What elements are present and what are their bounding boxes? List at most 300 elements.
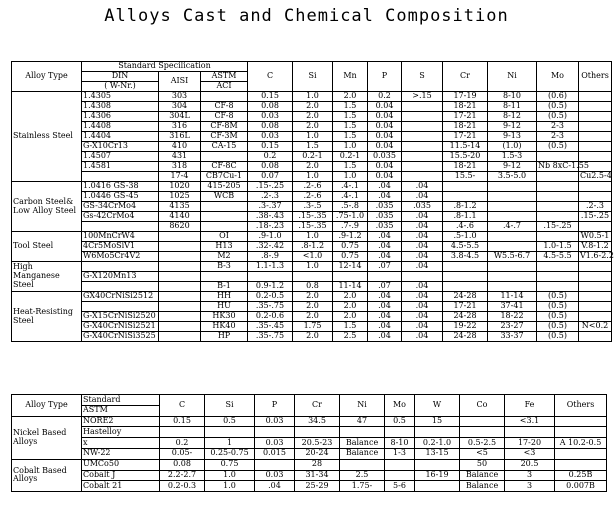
value-cell: .04 xyxy=(368,332,402,342)
value-cell: B-3 xyxy=(201,262,248,272)
others-header: Others xyxy=(579,62,612,92)
group-label-heat: Heat-Resisting Steel xyxy=(12,292,82,342)
table-row xyxy=(12,132,612,142)
grade-cell: G-X40CrNiSi2521 xyxy=(82,322,159,332)
value-cell: .9-1.2 xyxy=(333,232,368,242)
value-cell xyxy=(537,192,579,202)
alloy-type-header-2: Alloy Type xyxy=(12,395,82,417)
value-cell: 4.5-5.5 xyxy=(537,252,579,262)
value-cell: 17-21 xyxy=(443,112,488,122)
value-cell: 19-22 xyxy=(443,322,488,332)
group-label-manganese: High Manganese Steel xyxy=(12,262,82,292)
value-cell: CF-8 xyxy=(201,102,248,112)
table-row xyxy=(12,312,612,322)
value-cell xyxy=(579,302,612,312)
fe-header-2: Fe xyxy=(505,395,555,417)
value-cell: 0.03 xyxy=(255,438,295,449)
value-cell: .2-.3 xyxy=(579,202,612,212)
value-cell xyxy=(159,302,201,312)
value-cell: 410 xyxy=(159,142,201,152)
value-cell: 1.0 xyxy=(293,132,333,142)
value-cell: 8-12 xyxy=(488,112,537,122)
value-cell: 0.04 xyxy=(368,122,402,132)
composition-table-alloys xyxy=(11,394,607,492)
table-row xyxy=(12,162,612,172)
value-cell: 1.5 xyxy=(333,112,368,122)
astm-header-2: ASTM xyxy=(82,405,160,416)
value-cell: .035 xyxy=(402,202,443,212)
value-cell: .9-1.0 xyxy=(248,232,293,242)
value-cell: 17-4 xyxy=(159,172,201,182)
value-cell: >.15 xyxy=(402,92,443,102)
value-cell: M2 xyxy=(201,252,248,262)
value-cell: 316L xyxy=(159,132,201,142)
table2-body xyxy=(12,416,607,492)
value-cell: 23-27 xyxy=(488,322,537,332)
p-header: P xyxy=(368,62,402,92)
table-row xyxy=(12,459,607,470)
value-cell: 2-3 xyxy=(537,122,579,132)
value-cell: HP xyxy=(201,332,248,342)
value-cell: 0.007B xyxy=(555,481,607,492)
value-cell: 0.2-1 xyxy=(293,152,333,162)
value-cell: 1.5-3 xyxy=(488,152,537,162)
value-cell: 9-13 xyxy=(488,132,537,142)
value-cell: W5.5-6.7 xyxy=(488,252,537,262)
value-cell: A 10.2-0.5 xyxy=(555,438,607,449)
grade-cell: 1.4581 xyxy=(82,162,159,172)
value-cell: .04 xyxy=(368,252,402,262)
grade-cell: 1.0446 GS-45 xyxy=(82,192,159,202)
value-cell: 0.25B xyxy=(555,470,607,481)
value-cell: CF-8C xyxy=(201,162,248,172)
value-cell: 8-11 xyxy=(488,102,537,112)
value-cell: .3-.5 xyxy=(293,202,333,212)
value-cell xyxy=(579,292,612,302)
value-cell: 33-37 xyxy=(488,332,537,342)
value-cell: 2.0 xyxy=(333,302,368,312)
value-cell xyxy=(505,427,555,438)
value-cell: 0.08 xyxy=(248,162,293,172)
mo-header: Mo xyxy=(537,62,579,92)
value-cell: 0.2-1.0 xyxy=(415,438,460,449)
value-cell xyxy=(385,470,415,481)
value-cell: .4-.7 xyxy=(488,222,537,232)
value-cell: .15-.25 xyxy=(579,212,612,222)
value-cell: .04 xyxy=(255,481,295,492)
value-cell: (0.6) xyxy=(537,92,579,102)
mn-header: Mn xyxy=(333,62,368,92)
value-cell: 1.1-1.3 xyxy=(248,262,293,272)
value-cell: 11-14 xyxy=(333,282,368,292)
value-cell: B-1 xyxy=(201,282,248,292)
value-cell: 0.08 xyxy=(248,102,293,112)
value-cell: WCB xyxy=(201,192,248,202)
value-cell: Balance xyxy=(340,438,385,449)
value-cell xyxy=(537,232,579,242)
grade-cell: 1.4408 xyxy=(82,122,159,132)
value-cell: 8620 xyxy=(159,222,201,232)
table-row xyxy=(12,302,612,312)
value-cell: 15.5- xyxy=(443,172,488,182)
value-cell: 1.0 xyxy=(293,172,333,182)
value-cell xyxy=(488,262,537,272)
table-row xyxy=(12,282,612,292)
value-cell: 1020 xyxy=(159,182,201,192)
value-cell: (0.5) xyxy=(537,142,579,152)
value-cell: .04 xyxy=(368,302,402,312)
value-cell xyxy=(537,212,579,222)
value-cell: .04 xyxy=(402,322,443,332)
value-cell: 0.15 xyxy=(160,416,205,427)
value-cell: 431 xyxy=(159,152,201,162)
value-cell: .035 xyxy=(368,202,402,212)
grade-cell: G-X15CrNiSi2520 xyxy=(82,312,159,322)
table-row xyxy=(12,438,607,449)
value-cell: 16-19 xyxy=(415,470,460,481)
value-cell: 4140 xyxy=(159,212,201,222)
w-header-2: W xyxy=(415,395,460,417)
value-cell: 2.0 xyxy=(293,102,333,112)
value-cell: 0.03 xyxy=(248,112,293,122)
value-cell xyxy=(579,132,612,142)
grade-cell: 1.4306 xyxy=(82,112,159,122)
value-cell: 11-14 xyxy=(488,292,537,302)
value-cell: .07 xyxy=(368,282,402,292)
value-cell: 18-21 xyxy=(443,102,488,112)
value-cell: 0.04 xyxy=(368,132,402,142)
value-cell: .15-.25 xyxy=(537,222,579,232)
value-cell: 18-21 xyxy=(443,162,488,172)
value-cell: 1 xyxy=(205,438,255,449)
value-cell: 1.5 xyxy=(333,322,368,332)
value-cell: CF-8M xyxy=(201,122,248,132)
value-cell xyxy=(579,152,612,162)
table-row xyxy=(12,212,612,222)
group-label-cobalt: Cobalt Based Alloys xyxy=(12,459,82,491)
value-cell: 25-29 xyxy=(295,481,340,492)
value-cell xyxy=(537,272,579,282)
grade-cell: x xyxy=(82,438,160,449)
value-cell xyxy=(579,182,612,192)
value-cell: .75-1.0 xyxy=(333,212,368,222)
grade-cell: Cobalt 21 xyxy=(82,481,160,492)
value-cell xyxy=(443,192,488,202)
grade-cell: 1.4507 xyxy=(82,152,159,162)
value-cell: .04 xyxy=(402,292,443,302)
s-header: S xyxy=(402,62,443,92)
grade-cell: G-X40CrNiSi3525 xyxy=(82,332,159,342)
value-cell xyxy=(402,122,443,132)
value-cell xyxy=(402,172,443,182)
value-cell: .04 xyxy=(402,332,443,342)
value-cell: OI xyxy=(201,232,248,242)
value-cell: 2.0 xyxy=(293,302,333,312)
value-cell: 24-28 xyxy=(443,292,488,302)
value-cell: .04 xyxy=(402,242,443,252)
value-cell: .15-.35 xyxy=(293,222,333,232)
value-cell xyxy=(537,202,579,212)
value-cell xyxy=(579,122,612,132)
value-cell: 1.5 xyxy=(333,122,368,132)
grade-cell xyxy=(82,172,159,182)
table-row xyxy=(12,242,612,252)
value-cell xyxy=(295,427,340,438)
cr-header: Cr xyxy=(443,62,488,92)
value-cell: Cu2.5-4 xyxy=(580,171,612,181)
value-cell: (0.5) xyxy=(537,322,579,332)
value-cell xyxy=(488,192,537,202)
value-cell: 37-41 xyxy=(488,302,537,312)
value-cell xyxy=(579,332,612,342)
value-cell xyxy=(415,459,460,470)
value-cell: (0.5) xyxy=(537,302,579,312)
grade-cell xyxy=(82,282,159,292)
value-cell: 2.0 xyxy=(293,292,333,302)
value-cell xyxy=(385,459,415,470)
value-cell: 15 xyxy=(415,416,460,427)
standard-header: Standard xyxy=(82,395,160,406)
value-cell: 1025 xyxy=(159,192,201,202)
grade-cell: W6Mo5Cr4V2 xyxy=(82,252,159,262)
value-cell: <1.0 xyxy=(293,252,333,262)
value-cell: .5-1.0 xyxy=(443,232,488,242)
value-cell xyxy=(488,282,537,292)
value-cell: 0.75 xyxy=(333,242,368,252)
value-cell: 0.2 xyxy=(368,92,402,102)
value-cell: CB7Cu-1 xyxy=(201,172,248,182)
din-header: DIN xyxy=(82,72,159,82)
value-cell: 0.035 xyxy=(368,152,402,162)
others-header-2: Others xyxy=(555,395,607,417)
aisi-header: AISI xyxy=(159,72,201,92)
value-cell: 0.015 xyxy=(255,448,295,459)
c-header: C xyxy=(248,62,293,92)
value-cell: 1.75 xyxy=(293,322,333,332)
value-cell xyxy=(488,242,537,252)
value-cell xyxy=(415,481,460,492)
value-cell: 0.08 xyxy=(160,459,205,470)
value-cell: (0.5) xyxy=(537,112,579,122)
value-cell xyxy=(415,427,460,438)
value-cell xyxy=(402,162,443,172)
table-row xyxy=(12,182,612,192)
value-cell xyxy=(488,202,537,212)
value-cell xyxy=(293,272,333,282)
value-cell xyxy=(579,282,612,292)
value-cell xyxy=(201,152,248,162)
value-cell xyxy=(402,272,443,282)
value-cell xyxy=(579,222,612,232)
value-cell: 2-3 xyxy=(537,132,579,142)
value-cell xyxy=(159,312,201,322)
value-cell: 1.0 xyxy=(333,142,368,152)
value-cell: 0.04 xyxy=(368,142,402,152)
value-cell: 3 xyxy=(505,481,555,492)
value-cell xyxy=(255,459,295,470)
grade-cell: 1.4308 xyxy=(82,102,159,112)
table-row xyxy=(12,272,612,282)
table-row xyxy=(12,142,612,152)
grade-cell: NW-22 xyxy=(82,448,160,459)
value-cell: .04 xyxy=(402,262,443,272)
value-cell: H13 xyxy=(201,242,248,252)
value-cell: 2.2-2.7 xyxy=(160,470,205,481)
value-cell: CA-15 xyxy=(201,142,248,152)
value-cell xyxy=(579,262,612,272)
value-cell: 20.5 xyxy=(505,459,555,470)
value-cell: 1.0 xyxy=(293,262,333,272)
value-cell: V1.6-2.2 xyxy=(580,251,614,261)
value-cell: <3.1 xyxy=(505,416,555,427)
value-cell: CF-3M xyxy=(201,132,248,142)
value-cell xyxy=(159,322,201,332)
value-cell xyxy=(443,182,488,192)
value-cell: 1.0 xyxy=(293,92,333,102)
group-label-carbon: Carbon Steel& Low Alloy Steel xyxy=(12,182,82,232)
value-cell xyxy=(537,282,579,292)
value-cell: (0.5) xyxy=(537,332,579,342)
value-cell: 9-12 xyxy=(488,162,537,172)
value-cell xyxy=(579,102,612,112)
grade-cell: G-X120Mn13 xyxy=(82,272,159,282)
value-cell: .04 xyxy=(402,282,443,292)
grade-cell: GS-34CrMo4 xyxy=(82,202,159,212)
value-cell: 1.5 xyxy=(333,132,368,142)
value-cell: (0.5) xyxy=(537,102,579,112)
value-cell: .4-.6 xyxy=(443,222,488,232)
value-cell: <3 xyxy=(505,448,555,459)
value-cell: 0.5 xyxy=(205,416,255,427)
value-cell: .4-.1 xyxy=(333,182,368,192)
value-cell xyxy=(402,132,443,142)
value-cell: 15.5-20 xyxy=(443,152,488,162)
value-cell: 2.0 xyxy=(293,112,333,122)
value-cell: 2.0 xyxy=(293,122,333,132)
value-cell: .35-.75 xyxy=(248,332,293,342)
value-cell: 1.5 xyxy=(333,162,368,172)
value-cell xyxy=(579,112,612,122)
grade-cell: 1.0416 GS-38 xyxy=(82,182,159,192)
si-header: Si xyxy=(293,62,333,92)
value-cell: CF-8 xyxy=(201,112,248,122)
table-row xyxy=(12,416,607,427)
value-cell: .15-.35 xyxy=(293,212,333,222)
value-cell: .04 xyxy=(402,232,443,242)
value-cell xyxy=(160,427,205,438)
value-cell: HH xyxy=(201,292,248,302)
value-cell xyxy=(333,272,368,282)
table-row xyxy=(12,102,612,112)
value-cell: 2.0 xyxy=(293,162,333,172)
value-cell: HK30 xyxy=(201,312,248,322)
value-cell: .04 xyxy=(402,252,443,262)
grade-cell: Hastelloy xyxy=(82,427,160,438)
value-cell: 12-14 xyxy=(333,262,368,272)
value-cell: 1.75- xyxy=(340,481,385,492)
grade-cell: G-X10Cr13 xyxy=(82,142,159,152)
value-cell: 0.04 xyxy=(368,112,402,122)
value-cell xyxy=(368,272,402,282)
value-cell: 316 xyxy=(159,122,201,132)
c-header-2: C xyxy=(160,395,205,417)
table-row xyxy=(12,222,612,232)
value-cell: 20-24 xyxy=(295,448,340,459)
value-cell: V.8-1.2 xyxy=(579,242,612,252)
value-cell: 11.5-14 xyxy=(443,142,488,152)
value-cell xyxy=(579,312,612,322)
table-row xyxy=(12,152,612,162)
value-cell: 0.5 xyxy=(385,416,415,427)
value-cell: 1.0 xyxy=(205,481,255,492)
grade-cell: 4Cr5MoSiV1 xyxy=(82,242,159,252)
value-cell: 50 xyxy=(460,459,505,470)
value-cell: 8-10 xyxy=(488,92,537,102)
value-cell: 3 xyxy=(505,470,555,481)
value-cell: 2.0 xyxy=(333,292,368,302)
value-cell: .8-1.1 xyxy=(443,212,488,222)
value-cell xyxy=(555,459,607,470)
value-cell: .07 xyxy=(368,262,402,272)
value-cell: .3-.37 xyxy=(248,202,293,212)
value-cell: 28 xyxy=(295,459,340,470)
value-cell: 4135 xyxy=(159,202,201,212)
value-cell: .4-.1 xyxy=(333,192,368,202)
table-row xyxy=(12,427,607,438)
value-cell xyxy=(248,272,293,282)
value-cell: 17-19 xyxy=(443,92,488,102)
page-title: Alloys Cast and Chemical Composition xyxy=(104,6,509,26)
astm-header: ASTM xyxy=(201,72,248,82)
value-cell: Nb 8xC-1.55 xyxy=(538,161,589,171)
value-cell: 18-21 xyxy=(443,122,488,132)
group-label-nickel: Nickel Based Alloys xyxy=(12,416,82,459)
grade-cell: 1.4404 xyxy=(82,132,159,142)
value-cell: 1.0 xyxy=(333,172,368,182)
value-cell xyxy=(385,427,415,438)
value-cell: .04 xyxy=(368,242,402,252)
value-cell xyxy=(159,282,201,292)
value-cell: 415-205 xyxy=(201,182,248,192)
value-cell: 0.15 xyxy=(248,142,293,152)
value-cell: .04 xyxy=(368,322,402,332)
grade-cell: GX40CrNiSi2512 xyxy=(82,292,159,302)
value-cell: .04 xyxy=(402,312,443,322)
value-cell: 47 xyxy=(340,416,385,427)
value-cell xyxy=(460,416,505,427)
value-cell xyxy=(159,292,201,302)
value-cell: 0.2-0.3 xyxy=(160,481,205,492)
value-cell xyxy=(402,102,443,112)
value-cell xyxy=(555,448,607,459)
value-cell xyxy=(488,232,537,242)
si-header-2: Si xyxy=(205,395,255,417)
value-cell: .18-.23 xyxy=(248,222,293,232)
value-cell xyxy=(402,142,443,152)
value-cell: 1.0 xyxy=(293,232,333,242)
value-cell: Balance xyxy=(460,481,505,492)
value-cell: 2.0 xyxy=(333,312,368,322)
value-cell: 0.03 xyxy=(248,132,293,142)
table-row xyxy=(12,322,612,332)
value-cell: 0.2-1 xyxy=(333,152,368,162)
value-cell: 0.2 xyxy=(160,438,205,449)
value-cell: 1.0 xyxy=(205,470,255,481)
value-cell: 0.75 xyxy=(205,459,255,470)
value-cell: .2-.6 xyxy=(293,192,333,202)
value-cell xyxy=(201,222,248,232)
table-row xyxy=(12,448,607,459)
